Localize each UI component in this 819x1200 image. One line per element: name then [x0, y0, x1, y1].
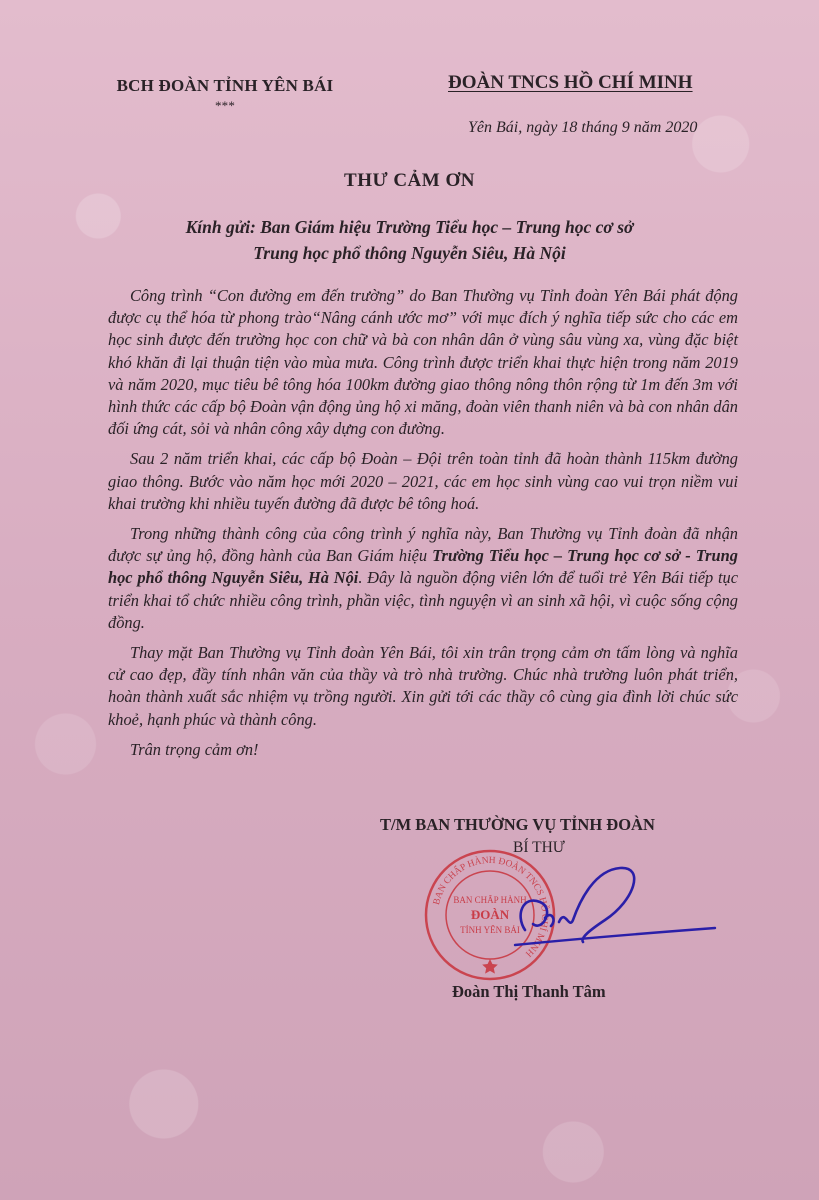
recipient-block	[0, 214, 819, 266]
paragraph-1: Công trình “Con đường em đến trường” do Ban Thường vụ Tỉnh đoàn Yên Bái phát động được cụ thể hóa từ phong trào“Nâng cánh ước mơ” với mục đích ý nghĩa tiếp sức cho các em học sinh được đến trường học con chữ và bà con nhân dân ở vùng sâu vùng xa, vùng đặc biệt khó khăn đi lại thuận tiện vào mùa mưa. Công trình được triển khai thực hiện trong năm 2019 và năm 2020, mục tiêu bê tông hóa 100km đường giao thông nông thôn rộng từ 1m đến 3m với hình thức các cấp bộ Đoàn vận động ủng hộ xi măng, đoàn viên thanh niên và bà con nhân dân đối ứng cát, sỏi và nhân công xây dựng con đường.	[108, 286, 738, 439]
signing-authority: T/M BAN THƯỜNG VỤ TỈNH ĐOÀN	[380, 815, 655, 834]
paragraph-3-school-name: Trường Tiểu học – Trung học cơ sở - Trung học phổ thông Nguyễn Siêu, Hà Nội	[108, 546, 738, 588]
paragraph-3-end: . Đây là nguồn động viên lớn để tuổi trẻ Yên Bái tiếp tục triển khai tổ chức nhiều công trình, phần việc, tình nguyện vì an sinh xã hội, vì cuộc sống cộng đồng.	[108, 568, 739, 632]
stamp-line-2: ĐOÀN	[470, 907, 510, 922]
stamp-ring-text: BAN CHẤP HÀNH ĐOÀN TNCS HỒ CHÍ MINH	[432, 855, 550, 959]
paragraph-4: Thay mặt Ban Thường vụ Tỉnh đoàn Yên Bái, tôi xin trân trọng cảm ơn tấm lòng và nghĩa cử cao đẹp, đầy tính nhân văn của thầy và trò nhà trường. Chúc nhà trường luôn phát triển, hoàn thành xuất sắc nhiệm vụ trồng người. Xin gửi tới các thầy cô cùng gia đình lời chúc sức khoẻ, hạnh phúc và thành công.	[108, 643, 738, 729]
issuer-stars: ***	[214, 98, 236, 113]
handwritten-signature	[485, 860, 725, 960]
document-date: Yên Bái, ngày 18 tháng 9 năm 2020	[468, 119, 698, 136]
document-title: THƯ CẢM ƠN	[344, 170, 475, 191]
stamp-line-3: TỈNH YÊN BÁI	[460, 925, 520, 935]
stamp-star-icon	[482, 959, 498, 974]
recipient-line-1: Kính gửi: Ban Giám hiệu Trường Tiểu học – Trung học cơ sở	[185, 217, 634, 237]
signer-role: BÍ THƯ	[513, 839, 565, 856]
party-org-name: ĐOÀN TNCS HỒ CHÍ MINH	[448, 72, 693, 93]
signer-name: Đoàn Thị Thanh Tâm	[452, 982, 606, 1001]
issuer-org-name: BCH ĐOÀN TỈNH YÊN BÁI	[116, 76, 334, 95]
paragraph-2: Sau 2 năm triển khai, các cấp bộ Đoàn – Đội trên toàn tỉnh đã hoàn thành 115km đường giao thông. Bước vào năm học mới 2020 – 2021, các em học sinh vùng cao vui trọn niềm vui khai trường khi nhiều tuyến đường đã được bê tông hoá.	[108, 449, 738, 513]
recipient-line-2: Trung học phổ thông Nguyễn Siêu, Hà Nội	[253, 243, 566, 263]
closing-line: Trân trọng cảm ơn!	[130, 739, 259, 759]
letter-body	[108, 285, 738, 769]
stamp-line-1: BAN CHẤP HÀNH	[453, 895, 527, 905]
paragraph-3	[108, 523, 738, 634]
paragraph-3-start: Trong những thành công của công trình ý nghĩa này, Ban Thường vụ Tỉnh đoàn đã nhận được sự ủng hộ, đồng hành của Ban Giám hiệu	[108, 524, 738, 566]
issuer-org	[105, 76, 345, 114]
